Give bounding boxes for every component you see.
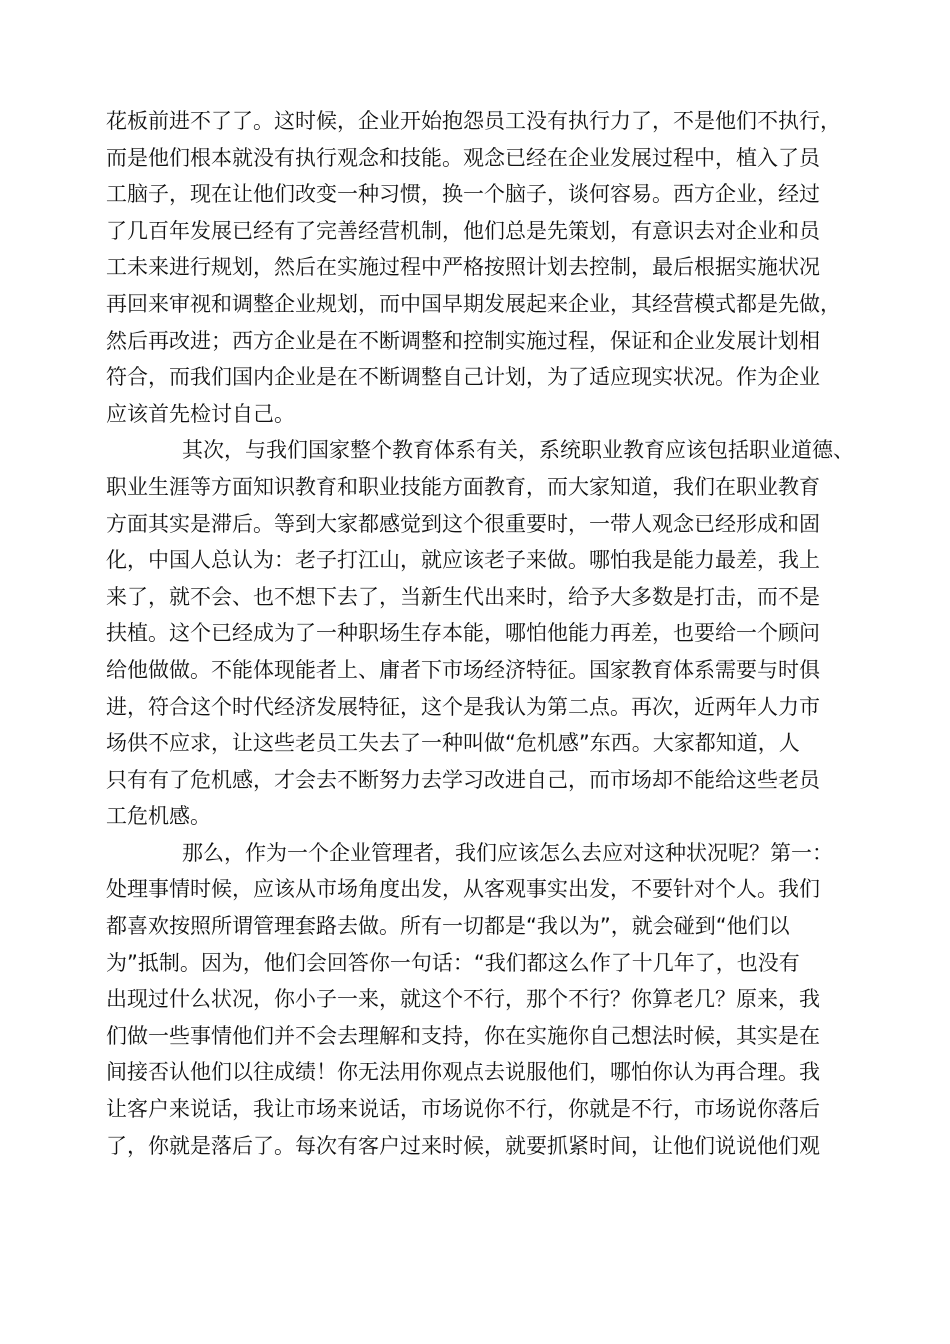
text-line: 间接否认他们以往成绩！你无法用你观点去说服他们，哪怕你认为再合理。我 [106, 1060, 820, 1085]
text-line: 工危机感。 [106, 804, 211, 829]
text-line: 再回来审视和调整企业规划，而中国早期发展起来企业，其经营模式都是先做， [106, 291, 841, 316]
text-line: 出现过什么状况，你小子一来，就这个不行，那个不行？你算老几？原来，我 [106, 987, 820, 1012]
paragraph-start-line: 其次，与我们国家整个教育体系有关，系统职业教育应该包括职业道德、 [182, 438, 854, 463]
text-line: 让客户来说话，我让市场来说话，市场说你不行，你就是不行，市场说你落后 [106, 1097, 820, 1122]
text-line: 来了，就不会、也不想下去了，当新生代出来时，给予大多数是打击，而不是 [106, 584, 820, 609]
text-line: 场供不应求，让这些老员工失去了一种叫做“危机感”东西。大家都知道，人 [106, 731, 800, 756]
text-line: 扶植。这个已经成为了一种职场生存本能，哪怕他能力再差，也要给一个顾问 [106, 621, 820, 646]
text-line: 都喜欢按照所谓管理套路去做。所有一切都是“我以为”，就会碰到“他们以 [106, 914, 790, 939]
text-line: 们做一些事情他们并不会去理解和支持，你在实施你自己想法时候，其实是在 [106, 1023, 820, 1048]
text-line: 只有有了危机感，才会去不断努力去学习改进自己，而市场却不能给这些老员 [106, 767, 820, 792]
text-line: 工脑子，现在让他们改变一种习惯，换一个脑子，谈何容易。西方企业，经过 [106, 182, 820, 207]
text-line: 花板前进不了了。这时候，企业开始抱怨员工没有执行力了，不是他们不执行， [106, 109, 841, 133]
text-line: 而是他们根本就没有执行观念和技能。观念已经在企业发展过程中，植入了员 [106, 145, 820, 170]
text-line: 方面其实是滞后。等到大家都感觉到这个很重要时，一带人观念已经形成和固 [106, 511, 820, 536]
paragraph-start-line: 那么，作为一个企业管理者，我们应该怎么去应对这种状况呢？第一： [182, 840, 833, 865]
text-line: 处理事情时候，应该从市场角度出发，从客观事实出发，不要针对个人。我们 [106, 877, 820, 902]
text-line: 了，你就是落后了。每次有客户过来时候，就要抓紧时间，让他们说说他们观 [106, 1133, 820, 1158]
text-line: 进，符合这个时代经济发展特征，这个是我认为第二点。再次，近两年人力市 [106, 694, 820, 719]
text-line: 了几百年发展已经有了完善经营机制，他们总是先策划，有意识去对企业和员 [106, 218, 820, 243]
text-line: 符合，而我们国内企业是在不断调整自己计划，为了适应现实状况。作为企业 [106, 365, 820, 390]
body-text [106, 103, 866, 1164]
text-line: 然后再改进；西方企业是在不断调整和控制实施过程，保证和企业发展计划相 [106, 328, 820, 353]
text-line: 为”抵制。因为，他们会回答你一句话：“我们都这么作了十几年了，也没有 [106, 950, 800, 975]
text-line: 职业生涯等方面知识教育和职业技能方面教育，而大家知道，我们在职业教育 [106, 474, 820, 499]
text-line: 给他做做。不能体现能者上、庸者下市场经济特征。国家教育体系需要与时俱 [106, 657, 820, 682]
text-line: 化，中国人总认为：老子打江山，就应该老子来做。哪怕我是能力最差，我上 [106, 548, 820, 573]
text-line: 应该首先检讨自己。 [106, 401, 295, 426]
text-line: 工未来进行规划，然后在实施过程中严格按照计划去控制，最后根据实施状况 [106, 255, 820, 280]
